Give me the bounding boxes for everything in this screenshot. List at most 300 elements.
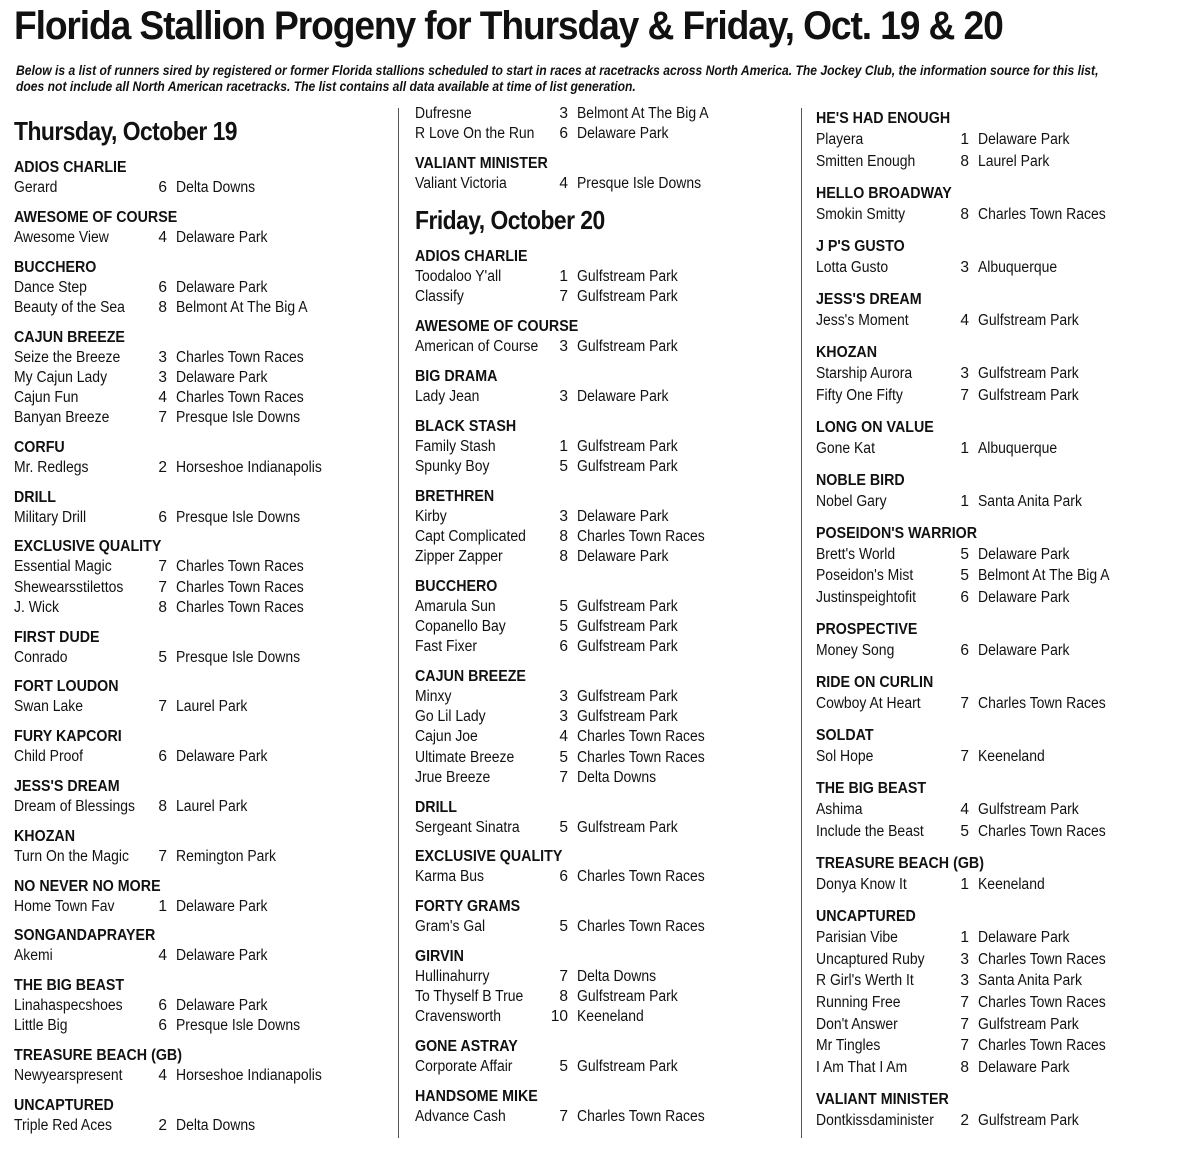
- race-number: 1: [960, 929, 969, 947]
- track-name: Belmont At The Big A: [176, 298, 308, 316]
- race-number: 7: [960, 993, 969, 1011]
- sire-name: KHOZAN: [816, 343, 878, 361]
- race-number: 6: [559, 125, 568, 143]
- sire-group: [816, 619, 1196, 662]
- runner-row: [14, 557, 384, 577]
- runner-row: [415, 967, 795, 987]
- track-name: Presque Isle Downs: [176, 1017, 301, 1035]
- horse-name: Little Big: [14, 1017, 68, 1035]
- race-number: 3: [960, 950, 969, 968]
- horse-name: Linahaspecshoes: [14, 997, 123, 1015]
- horse-name: Lotta Gusto: [816, 258, 889, 276]
- track-name: Delaware Park: [176, 228, 268, 246]
- track-name: Horseshoe Indianapolis: [176, 1067, 322, 1085]
- sire-name: UNCAPTURED: [816, 908, 916, 926]
- runner-row: [415, 768, 795, 788]
- sire-group: [816, 725, 1196, 768]
- horse-name: R Love On the Run: [415, 125, 535, 143]
- runner-row: [816, 874, 1196, 896]
- sire-group: [415, 154, 795, 194]
- runner-row: [14, 946, 384, 966]
- horse-name: Smitten Enough: [816, 152, 916, 170]
- sire-group: [415, 577, 795, 658]
- sire-name: BUCCHERO: [415, 577, 498, 595]
- race-number: 5: [559, 918, 568, 936]
- horse-name: Smokin Smitty: [816, 205, 906, 223]
- sire-group: [415, 667, 795, 788]
- sire-group: [415, 847, 795, 887]
- runner-row: [415, 917, 795, 937]
- race-number: 4: [960, 311, 969, 329]
- day-heading: Thursday, October 19: [14, 116, 237, 146]
- race-number: 1: [960, 876, 969, 894]
- sire-name: FURY KAPCORI: [14, 728, 122, 746]
- race-number: 3: [559, 507, 568, 525]
- horse-name: Conrado: [14, 648, 68, 666]
- horse-name: Shewearsstilettos: [14, 578, 124, 596]
- track-name: Gulfstream Park: [577, 638, 678, 656]
- track-name: Charles Town Races: [176, 348, 304, 366]
- race-number: 7: [158, 578, 167, 596]
- race-number: 1: [960, 439, 969, 457]
- runner-row: [415, 1007, 795, 1027]
- runner-row: [14, 178, 384, 198]
- race-number: 3: [559, 687, 568, 705]
- sire-name: ADIOS CHARLIE: [415, 248, 528, 266]
- horse-name: R Girl's Werth It: [816, 972, 914, 990]
- column-divider: [398, 108, 399, 1138]
- sire-name: DRILL: [415, 798, 457, 816]
- horse-name: My Cajun Lady: [14, 368, 108, 386]
- track-name: Gulfstream Park: [577, 1058, 678, 1075]
- sire-group: [415, 1087, 795, 1127]
- track-name: Charles Town Races: [577, 918, 705, 936]
- race-number: 8: [559, 548, 568, 566]
- track-name: Keeneland: [978, 876, 1045, 894]
- track-name: Delaware Park: [978, 131, 1070, 148]
- sire-group: [14, 438, 384, 478]
- intro-text: Below is a list of runners sired by registered or former Florida stallions scheduled to start in races at racetracks across North America. The Jockey Club, the information source for this list, does not include all North American racetracks. The list contains all data available at time of list generation.: [16, 63, 1099, 94]
- sire-group: [816, 183, 1196, 226]
- horse-name: Ashima: [816, 801, 863, 819]
- sire-name: CORFU: [14, 438, 65, 456]
- track-name: Charles Town Races: [978, 950, 1106, 968]
- sire-group: [816, 236, 1196, 279]
- horse-name: Corporate Affair: [415, 1058, 513, 1075]
- track-name: Delaware Park: [978, 1058, 1070, 1076]
- sire-group: [415, 897, 795, 937]
- runner-row: [816, 257, 1196, 279]
- horse-name: American of Course: [415, 338, 539, 356]
- horse-name: Cajun Joe: [415, 728, 478, 746]
- runner-row: [816, 799, 1196, 821]
- horse-name: Uncaptured Ruby: [816, 950, 925, 968]
- track-name: Belmont At The Big A: [978, 567, 1110, 585]
- runner-row: [14, 747, 384, 767]
- track-name: Delta Downs: [176, 179, 256, 196]
- horse-name: Dufresne: [415, 105, 472, 122]
- track-name: Delaware Park: [978, 642, 1070, 660]
- sire-group: [816, 1089, 1196, 1132]
- sire-group: [816, 853, 1196, 896]
- horse-name: Essential Magic: [14, 558, 112, 576]
- race-number: 7: [158, 847, 167, 865]
- sire-name: NO NEVER NO MORE: [14, 877, 161, 895]
- horse-name: Include the Beast: [816, 823, 924, 840]
- sire-name: THE BIG BEAST: [816, 780, 927, 798]
- track-name: Santa Anita Park: [978, 492, 1082, 510]
- sire-name: EXCLUSIVE QUALITY: [14, 538, 162, 556]
- track-name: Gulfstream Park: [577, 338, 678, 356]
- horse-name: Toodaloo Y'all: [415, 268, 502, 286]
- track-name: Delaware Park: [176, 997, 268, 1015]
- track-name: Laurel Park: [176, 797, 248, 815]
- runner-row: [14, 598, 384, 618]
- runner-row: [415, 637, 795, 657]
- horse-name: Capt Complicated: [415, 527, 526, 545]
- runner-row: [415, 867, 795, 887]
- sire-group: [14, 976, 384, 1036]
- runner-row: [415, 748, 795, 768]
- sire-name: HELLO BROADWAY: [816, 184, 952, 202]
- horse-name: Child Proof: [14, 748, 84, 766]
- runner-row: [415, 387, 795, 407]
- race-number: 5: [158, 648, 167, 666]
- runner-row: [816, 204, 1196, 226]
- sire-name: HANDSOME MIKE: [415, 1087, 538, 1105]
- runner-row: [14, 368, 384, 388]
- race-number: 4: [158, 1067, 167, 1085]
- track-name: Gulfstream Park: [577, 597, 678, 615]
- runner-row: [816, 746, 1196, 768]
- track-name: Gulfstream Park: [577, 457, 678, 475]
- race-number: 7: [960, 1037, 969, 1055]
- runner-row: [14, 458, 384, 478]
- race-number: 4: [960, 801, 969, 819]
- horse-name: J. Wick: [14, 598, 59, 616]
- track-name: Gulfstream Park: [577, 818, 678, 836]
- track-name: Gulfstream Park: [978, 364, 1079, 382]
- runner-row: [415, 267, 795, 287]
- track-name: Charles Town Races: [577, 1107, 705, 1125]
- sire-name: GONE ASTRAY: [415, 1038, 518, 1055]
- sire-group: [415, 798, 795, 838]
- sire-group: [415, 1037, 795, 1077]
- race-number: 4: [158, 228, 167, 246]
- sire-group: [816, 417, 1196, 460]
- horse-name: Beauty of the Sea: [14, 298, 125, 316]
- horse-name: Spunky Boy: [415, 457, 490, 475]
- runner-row: [816, 129, 1196, 151]
- race-number: 7: [559, 1107, 568, 1125]
- sire-name: DRILL: [14, 488, 56, 506]
- race-number: 5: [559, 1058, 568, 1075]
- track-name: Albuquerque: [978, 258, 1058, 276]
- runner-row: [816, 693, 1196, 715]
- race-number: 6: [960, 642, 969, 660]
- race-number: 5: [960, 823, 969, 840]
- race-number: 3: [960, 364, 969, 382]
- horse-name: Advance Cash: [415, 1107, 506, 1125]
- runner-row: [816, 927, 1196, 949]
- runner-row: [415, 507, 795, 527]
- race-number: 8: [960, 205, 969, 223]
- track-name: Presque Isle Downs: [176, 409, 301, 427]
- horse-name: Copanello Bay: [415, 618, 506, 635]
- horse-name: To Thyself B True: [415, 988, 524, 1006]
- runner-row: [415, 547, 795, 567]
- runner-row: [14, 648, 384, 668]
- runner-row: [14, 348, 384, 368]
- sire-group: [816, 778, 1196, 842]
- runner-row: [816, 544, 1196, 566]
- sire-group: [14, 628, 384, 668]
- track-name: Delaware Park: [577, 125, 669, 143]
- race-number: 7: [559, 288, 568, 306]
- sire-name: VALIANT MINISTER: [816, 1090, 949, 1108]
- sire-name: FIRST DUDE: [14, 628, 100, 646]
- race-number: 5: [559, 618, 568, 635]
- track-name: Delaware Park: [176, 897, 268, 915]
- horse-name: Newyearspresent: [14, 1067, 123, 1085]
- runner-row: [14, 1016, 384, 1036]
- horse-name: Kirby: [415, 507, 447, 525]
- horse-name: Playera: [816, 131, 864, 148]
- horse-name: Home Town Fav: [14, 897, 115, 915]
- horse-name: Go Lil Lady: [415, 708, 486, 726]
- runner-row: [816, 565, 1196, 587]
- runner-row: [415, 818, 795, 838]
- horse-name: Sol Hope: [816, 748, 874, 766]
- horse-name: Turn On the Magic: [14, 847, 130, 865]
- runner-row: [415, 727, 795, 747]
- horse-name: Gone Kat: [816, 439, 875, 457]
- horse-name: Awesome View: [14, 228, 109, 246]
- track-name: Delaware Park: [577, 548, 669, 566]
- track-name: Delaware Park: [978, 929, 1070, 947]
- horse-name: Karma Bus: [415, 868, 485, 886]
- sire-name: UNCAPTURED: [14, 1096, 114, 1114]
- runner-row: [816, 640, 1196, 662]
- track-name: Laurel Park: [978, 152, 1050, 170]
- runner-row: [816, 821, 1196, 843]
- track-name: Charles Town Races: [176, 558, 304, 576]
- horse-name: Parisian Vibe: [816, 929, 898, 947]
- track-name: Charles Town Races: [577, 527, 705, 545]
- sire-name: FORT LOUDON: [14, 678, 119, 696]
- horse-name: Military Drill: [14, 508, 87, 526]
- runner-row: [14, 1116, 384, 1136]
- horse-name: Dream of Blessings: [14, 797, 135, 815]
- runner-row: [415, 617, 795, 637]
- sire-name: POSEIDON'S WARRIOR: [816, 524, 978, 542]
- column-2: [415, 104, 795, 1137]
- race-number: 8: [158, 598, 167, 616]
- horse-name: Akemi: [14, 947, 53, 965]
- sire-group: [816, 672, 1196, 715]
- column-1: [14, 105, 384, 1146]
- race-number: 3: [158, 348, 167, 366]
- runner-row: [14, 298, 384, 318]
- horse-name: Zipper Zapper: [415, 548, 503, 566]
- sire-group: [14, 926, 384, 966]
- horse-name: Poseidon's Mist: [816, 567, 914, 585]
- sire-group: [415, 317, 795, 357]
- track-name: Delaware Park: [176, 278, 268, 296]
- race-number: 7: [158, 558, 167, 576]
- horse-name: Family Stash: [415, 437, 496, 455]
- sire-group: [415, 367, 795, 407]
- race-number: 5: [559, 597, 568, 615]
- sire-group: [14, 158, 384, 198]
- race-number: 5: [559, 818, 568, 836]
- sire-name: GIRVIN: [415, 947, 464, 965]
- race-number: 7: [158, 698, 167, 716]
- race-number: 7: [158, 409, 167, 427]
- runner-row: [816, 385, 1196, 407]
- race-number: 1: [960, 131, 969, 148]
- runner-row: [415, 124, 795, 144]
- runner-row: [415, 1057, 795, 1077]
- race-number: 3: [559, 338, 568, 356]
- sire-group: [14, 877, 384, 917]
- runner-row: [816, 1057, 1196, 1079]
- sire-name: SOLDAT: [816, 727, 874, 745]
- runner-row: [14, 996, 384, 1016]
- track-name: Gulfstream Park: [978, 386, 1079, 404]
- sire-name: KHOZAN: [14, 827, 76, 845]
- sire-name: THE BIG BEAST: [14, 977, 125, 995]
- track-name: Charles Town Races: [978, 993, 1106, 1011]
- horse-name: Cajun Fun: [14, 388, 79, 406]
- sire-name: SONGANDAPRAYER: [14, 927, 156, 945]
- horse-name: Jess's Moment: [816, 311, 909, 329]
- sire-name: JESS'S DREAM: [14, 777, 120, 795]
- horse-name: Cravensworth: [415, 1008, 502, 1026]
- sire-name: ADIOS CHARLIE: [14, 159, 127, 176]
- race-number: 7: [960, 386, 969, 404]
- race-number: 10: [550, 1008, 568, 1026]
- runner-row: [816, 992, 1196, 1014]
- race-number: 5: [960, 545, 969, 563]
- sire-group: [14, 827, 384, 867]
- race-number: 4: [559, 174, 568, 192]
- sire-name: AWESOME OF COURSE: [415, 318, 579, 336]
- sire-name: RIDE ON CURLIN: [816, 674, 934, 692]
- sire-group: [14, 727, 384, 767]
- sire-group: [816, 289, 1196, 332]
- sire-group: [816, 342, 1196, 406]
- horse-name: I Am That I Am: [816, 1058, 908, 1076]
- track-name: Delaware Park: [577, 387, 669, 405]
- column-3: [816, 108, 1196, 1142]
- race-number: 8: [960, 1058, 969, 1076]
- horse-name: Lady Jean: [415, 387, 480, 405]
- runner-row: [415, 174, 795, 194]
- horse-name: Money Song: [816, 642, 895, 660]
- track-name: Albuquerque: [978, 439, 1058, 457]
- runner-row: [415, 287, 795, 307]
- horse-name: Amarula Sun: [415, 597, 496, 615]
- track-name: Laurel Park: [176, 698, 248, 716]
- track-name: Charles Town Races: [978, 695, 1106, 713]
- track-name: Delta Downs: [176, 1116, 256, 1134]
- horse-name: Justinspeightofit: [816, 589, 917, 607]
- horse-name: Dontkissdaminister: [816, 1111, 934, 1129]
- horse-name: Don't Answer: [816, 1015, 898, 1033]
- horse-name: Gerard: [14, 179, 58, 196]
- track-name: Charles Town Races: [978, 1037, 1106, 1055]
- runner-row: [816, 1014, 1196, 1036]
- runner-row: [816, 1110, 1196, 1132]
- horse-name: Nobel Gary: [816, 492, 887, 510]
- race-number: 3: [960, 258, 969, 276]
- race-number: 8: [559, 988, 568, 1006]
- sire-name: HE'S HAD ENOUGH: [816, 110, 951, 127]
- race-number: 4: [158, 947, 167, 965]
- track-name: Charles Town Races: [176, 388, 304, 406]
- track-name: Keeneland: [978, 748, 1045, 766]
- track-name: Gulfstream Park: [577, 988, 678, 1006]
- track-name: Delta Downs: [577, 768, 657, 786]
- sire-group: [14, 1046, 384, 1086]
- race-number: 7: [960, 748, 969, 766]
- horse-name: Mr. Redlegs: [14, 458, 89, 476]
- track-name: Gulfstream Park: [978, 1015, 1079, 1033]
- day-heading: Friday, October 20: [415, 205, 605, 236]
- runner-row: [415, 104, 795, 124]
- race-number: 1: [158, 897, 167, 915]
- runner-row: [14, 578, 384, 598]
- race-number: 6: [158, 1017, 167, 1035]
- track-name: Keeneland: [577, 1008, 644, 1026]
- sire-group: [14, 488, 384, 528]
- track-name: Gulfstream Park: [577, 268, 678, 286]
- race-number: 1: [960, 492, 969, 510]
- runner-row: [14, 697, 384, 717]
- race-number: 7: [559, 967, 568, 985]
- track-name: Presque Isle Downs: [176, 648, 301, 666]
- sire-group: [14, 328, 384, 429]
- sire-group: [14, 1096, 384, 1136]
- race-number: 6: [559, 638, 568, 656]
- track-name: Delaware Park: [176, 748, 268, 766]
- track-name: Charles Town Races: [978, 823, 1106, 840]
- sire-group: [415, 247, 795, 307]
- sire-group: [14, 537, 384, 618]
- horse-name: Swan Lake: [14, 698, 84, 716]
- sire-group: [415, 417, 795, 477]
- horse-name: Running Free: [816, 993, 901, 1011]
- sire-name: J P'S GUSTO: [816, 237, 905, 255]
- sire-group: [816, 523, 1196, 609]
- runner-row: [816, 1035, 1196, 1057]
- race-number: 7: [559, 768, 568, 786]
- horse-name: Jrue Breeze: [415, 768, 491, 786]
- race-number: 6: [158, 508, 167, 526]
- runner-row: [415, 437, 795, 457]
- runner-row: [415, 1107, 795, 1127]
- track-name: Gulfstream Park: [978, 311, 1079, 329]
- race-number: 8: [559, 527, 568, 545]
- runner-row: [816, 491, 1196, 513]
- runner-row: [14, 228, 384, 248]
- track-name: Gulfstream Park: [577, 708, 678, 726]
- runner-row: [816, 363, 1196, 385]
- sire-name: NOBLE BIRD: [816, 471, 905, 489]
- track-name: Presque Isle Downs: [577, 174, 702, 192]
- sire-name: PROSPECTIVE: [816, 621, 918, 639]
